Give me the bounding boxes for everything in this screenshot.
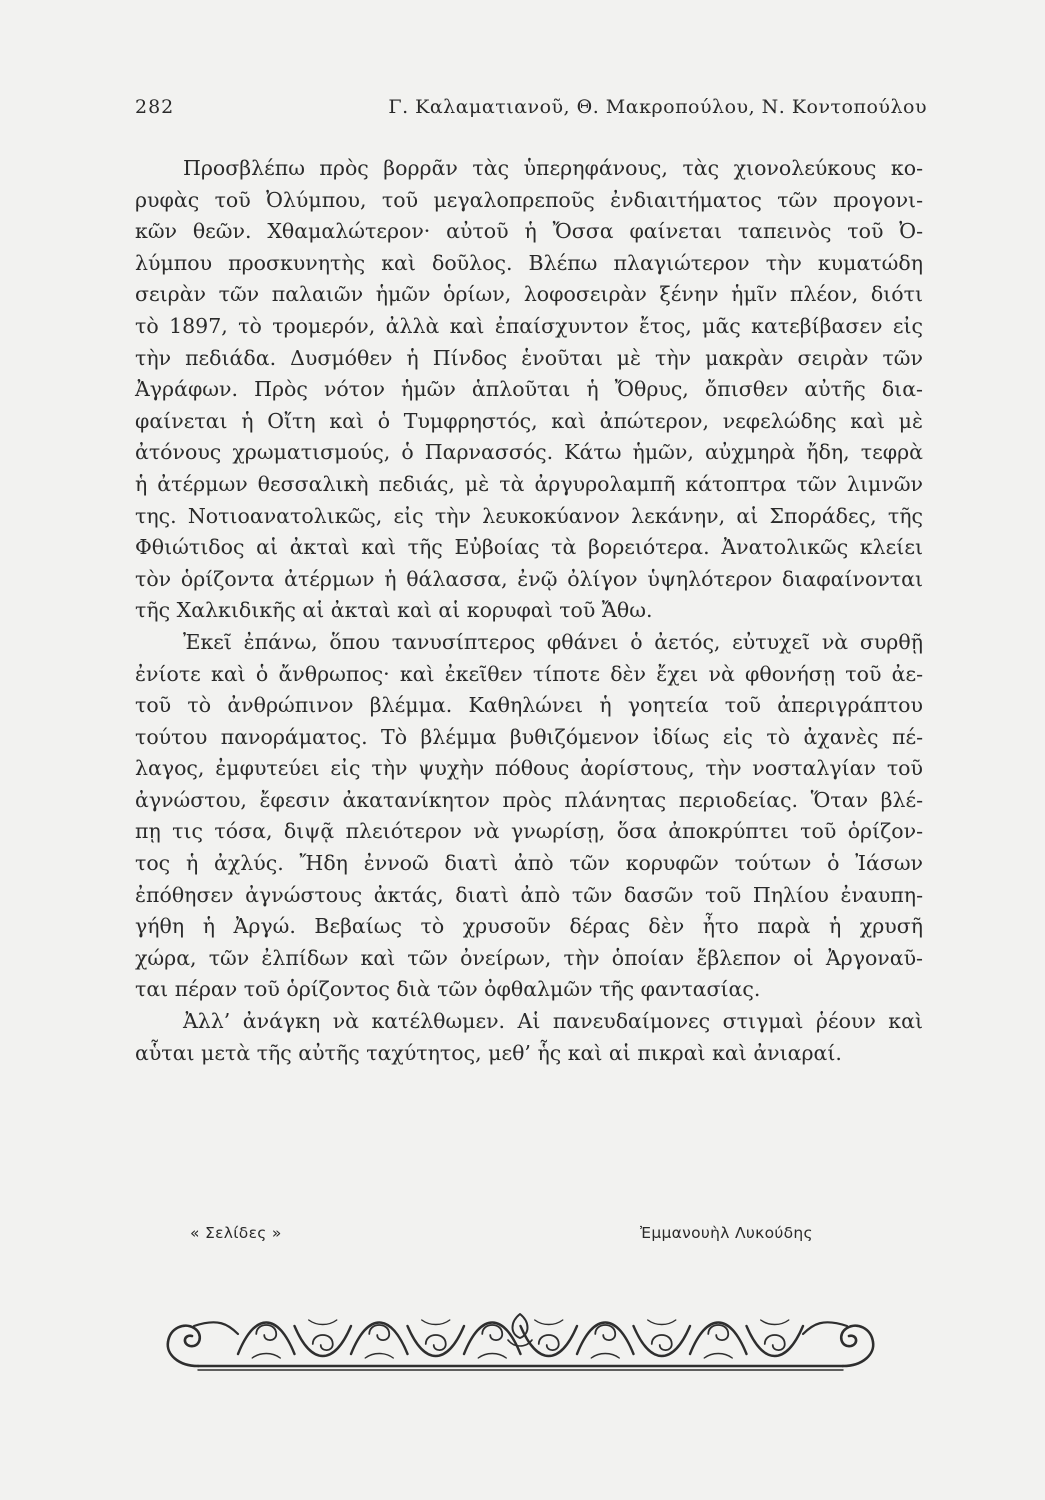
text-line: τὴν πεδιάδα. Δυσμόθεν ἡ Πίνδος ἑνοῦται μὲ τὴν μακρὰν σειρὰν τῶν xyxy=(135,345,923,370)
text-line: χώρα, τῶν ἐλπίδων καὶ τῶν ὀνείρων, τὴν ὁποίαν ἔβλεπον οἱ Ἀργοναῦ- xyxy=(135,945,923,970)
text-line: ἡ ἀτέρμων θεσσαλικὴ πεδιάς, μὲ τὰ ἀργυρολαμπῆ κάτοπτρα τῶν λιμνῶν xyxy=(135,471,923,496)
page-header xyxy=(135,96,927,126)
text-line: Προσβλέπω πρὸς βορρᾶν τὰς ὑπερηφάνους, τὰς χιονολεύκους κο- xyxy=(183,156,923,180)
decorative-scroll-ornament-icon xyxy=(158,1304,883,1386)
paragraph xyxy=(135,627,923,1006)
attribution xyxy=(0,1224,1045,1254)
text-line: ἀγνώστου, ἔφεσιν ἀκατανίκητον πρὸς πλάνητας περιοδείας. Ὅταν βλέ- xyxy=(135,787,923,812)
paragraph xyxy=(135,1006,923,1069)
text-line: τὸν ὁρίζοντα ἀτέρμων ἡ θάλασσα, ἐνῷ ὀλίγον ὑψηλότερον διαφαίνονται xyxy=(135,566,923,591)
text-line: λαγος, ἐμφυτεύει εἰς τὴν ψυχὴν πόθους ἀορίστους, τὴν νοσταλγίαν τοῦ xyxy=(135,756,923,781)
text-line: Ἀγράφων. Πρὸς νότον ἡμῶν ἁπλοῦται ἡ Ὄθρυς, ὄπισθεν αὐτῆς δια- xyxy=(135,377,923,402)
text-line: τοῦ τὸ ἀνθρώπινον βλέμμα. Καθηλώνει ἡ γοητεία τοῦ ἀπεριγράπτου xyxy=(135,693,923,718)
text-line: ἐπόθησεν ἀγνώστους ἀκτάς, διατὶ ἀπὸ τῶν δασῶν τοῦ Πηλίου ἐναυπη- xyxy=(135,882,923,907)
author-name: Ἐμμανουὴλ Λυκούδης xyxy=(640,1224,813,1242)
text-line: ρυφὰς τοῦ Ὀλύμπου, τοῦ μεγαλοπρεποῦς ἐνδιαιτήματος τῶν προγονι- xyxy=(135,187,923,212)
source-title: « Σελίδες » xyxy=(190,1224,282,1242)
text-line: Ἐκεῖ ἐπάνω, ὅπου τανυσίπτερος φθάνει ὁ ἀετός, εὐτυχεῖ νὰ συρθῇ xyxy=(183,629,923,654)
text-line: ἀτόνους χρωματισμούς, ὁ Παρνασσός. Κάτω ἡμῶν, αὐχμηρὰ ἤδη, τεφρὰ xyxy=(135,440,923,465)
running-head: Γ. Καλαματιανοῦ, Θ. Μακροπούλου, Ν. Κοντοπούλου xyxy=(388,96,927,118)
text-line: τῆς Χαλκιδικῆς αἱ ἀκταὶ καὶ αἱ κορυφαὶ τοῦ Ἄθω. xyxy=(135,598,653,623)
text-line: ἐνίοτε καὶ ὁ ἄνθρωπος· καὶ ἐκεῖθεν τίποτε δὲν ἔχει νὰ φθονήσῃ τοῦ ἀε- xyxy=(135,661,923,686)
text-line: σειρὰν τῶν παλαιῶν ἡμῶν ὁρίων, λοφοσειρὰν ξένην ἡμῖν πλέον, διότι xyxy=(135,282,923,307)
paragraph xyxy=(135,153,923,627)
text-line: φαίνεται ἡ Οἴτη καὶ ὁ Τυμφρηστός, καὶ ἀπώτερον, νεφελώδης καὶ μὲ xyxy=(135,408,923,433)
text-line: τούτου πανοράματος. Τὸ βλέμμα βυθιζόμενον ἰδίως εἰς τὸ ἀχανὲς πέ- xyxy=(135,724,923,749)
text-line: ται πέραν τοῦ ὁρίζοντος διὰ τῶν ὀφθαλμῶν τῆς φαντασίας. xyxy=(135,977,761,1002)
text-line: πῃ τις τόσα, διψᾷ πλειότερον νὰ γνωρίσῃ, ὅσα ἀποκρύπτει τοῦ ὁρίζον- xyxy=(135,819,923,844)
text-line: τος ἡ ἀχλύς. Ἤδη ἐννοῶ διατὶ ἀπὸ τῶν κορυφῶν τούτων ὁ Ἰάσων xyxy=(135,851,923,876)
text-line: τὸ 1897, τὸ τρομερόν, ἀλλὰ καὶ ἐπαίσχυντον ἔτος, μᾶς κατεβίβασεν εἰς xyxy=(135,313,923,338)
body-text xyxy=(135,153,923,1069)
text-line: της. Νοτιοανατολικῶς, εἰς τὴν λευκοκύανον λεκάνην, αἱ Σποράδες, τῆς xyxy=(135,503,923,528)
text-line: λύμπου προσκυνητὴς καὶ δοῦλος. Βλέπω πλαγιώτερον τὴν κυματώδη xyxy=(135,250,923,275)
text-line: γήθη ἡ Ἀργώ. Βεβαίως τὸ χρυσοῦν δέρας δὲν ἦτο παρὰ ἡ χρυσῆ xyxy=(135,914,923,939)
text-line: κῶν θεῶν. Χθαμαλώτερον· αὐτοῦ ἡ Ὄσσα φαίνεται ταπεινὸς τοῦ Ὀ- xyxy=(135,219,923,244)
text-line: αὗται μετὰ τῆς αὐτῆς ταχύτητος, μεθ’ ἧς καὶ αἱ πικραὶ καὶ ἀνιαραί. xyxy=(135,1040,842,1065)
text-line: Ἀλλ’ ἀνάγκη νὰ κατέλθωμεν. Αἱ πανευδαίμονες στιγμαὶ ῥέουν καὶ xyxy=(183,1009,923,1034)
text-line: Φθιώτιδος αἱ ἀκταὶ καὶ τῆς Εὐβοίας τὰ βορειότερα. Ἀνατολικῶς κλείει xyxy=(135,535,923,560)
page-number: 282 xyxy=(135,96,175,118)
